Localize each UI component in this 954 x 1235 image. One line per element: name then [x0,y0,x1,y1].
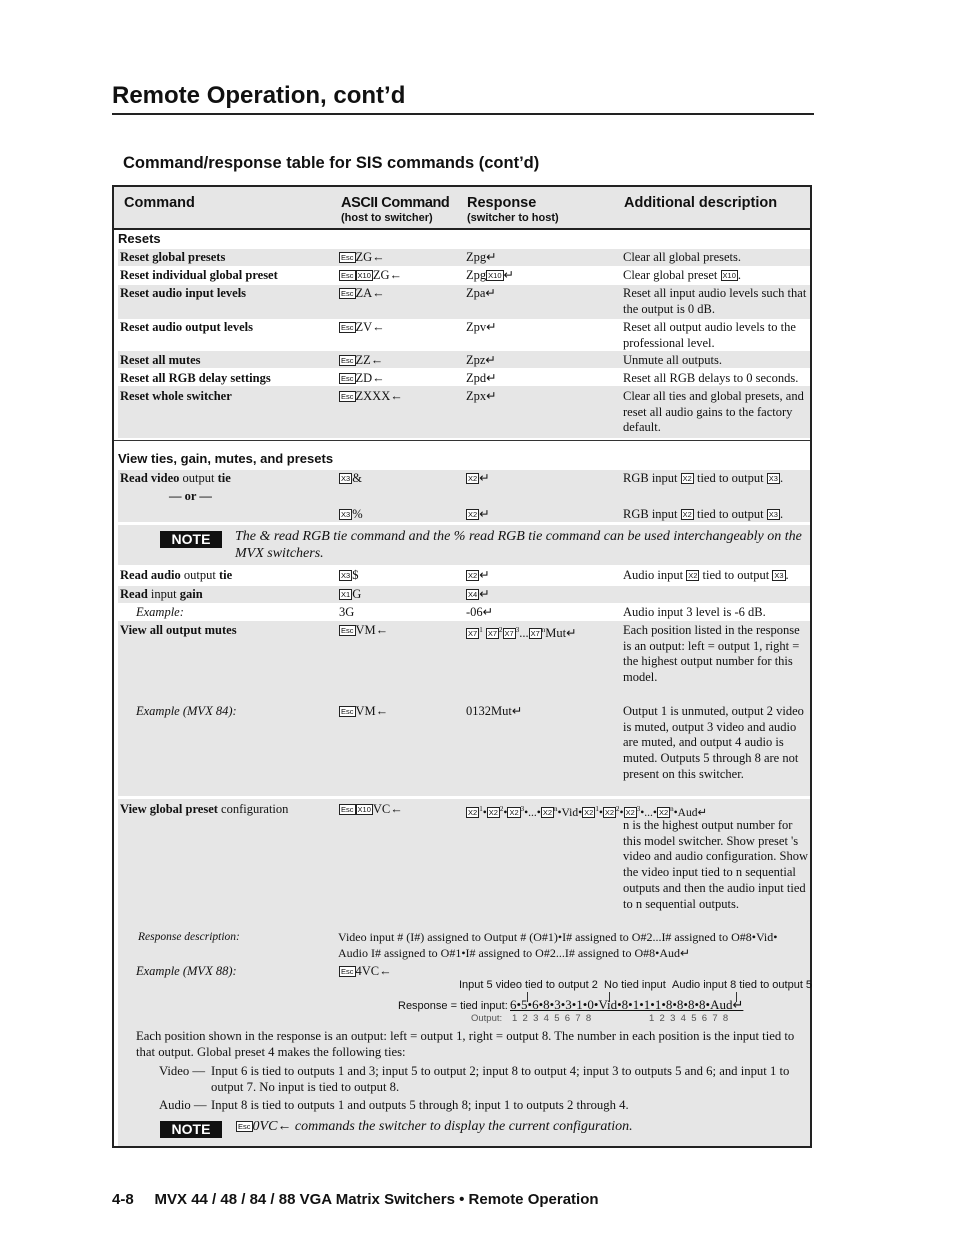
esc-key: Esc [341,374,354,383]
x3-key: X3 [341,474,351,483]
or-label: — or — [169,489,212,503]
esc-key: Esc [341,271,354,280]
explanation-paragraph: Each position shown in the response is an output: left = output 1, right = output 8. The number in each position is the input tied to that output. Global preset 4 makes the following ties: [136,1029,795,1059]
table-header [114,187,810,230]
note-text: The & read RGB tie command and the % read RGB tie command can be used interchangeably on the MVX switchers. [235,529,802,561]
sis-command-table: Command ASCII Command (host to switcher) Response (switcher to host) Additional description Resets Reset global presets Esc ZG← Zpg↵ Clear all global presets. Reset individual global preset Esc X10 ZG← Zpg X10 ↵ Clear global preset X10 . Reset audio input levels Esc ZA← Zpa↵ Reset all input audio levels such that the output is 0 dB. Reset audio output levels Esc ZV← Zpv↵ Reset all output audio levels to the professional level. Reset all mutes Esc ZZ← Zpz↵ Unmute all outputs. Reset all RGB delay settings Esc ZD← Zpd↵ Reset all RGB delays to 0 seconds. Reset whole switcher Esc ZXXX← Zpx↵ Clear all ties and global presets, and reset all audio gains to the factory default. View ties, gain, mutes, and presets Read video output tie — or — X3 & X2 ↵ RGB input X2 tied to output X3 . X3 % X2 ↵ RGB input X2 tied to output X3 . NOTE The & read RGB tie command and the % read RGB tie command can be used interchangeably on the MVX switchers. Read audio output tie X3 $ X2 ↵ Audio input X2 tied to output X3 . Read input gain X1 G X4 ↵ Example: 3G -06↵ Audio input 3 level is -6 dB. View all output mutes Esc VM← X7 $^1$ X7 $^2$ X7 $^3$... X7 $^n$Mut↵ Each position listed in the response is an output: left = output 1, right = the highest output number for this model. Example (MVX 84): Esc VM← 0132Mut↵ Output 1 is unmuted, output 2 video is muted, output 3 video and audio are muted, and output 4 audio is muted. Outputs 5 through 8 are not present on this switcher. View global preset configuration Esc X10 VC← X2 $^1$• X2 $^2$• X2 $^3$•...• X2 $^n$•Vid• X2 $^1$• X2 $^2$• X2 $^3$•...• X2 $^n$•Aud↵ n is the highest output number for this model switcher. Show preset 's video and audio configuration. Show the video input tied to n sequential outputs and then the audio input tied to n sequential outputs. Response description: Video input # (I#) assigned to Output # (O#1)•I# assigned to O#2...I# assigned to O#8•Vid• Audio I# assigned to O#1•I# assigned to O#2...I# assigned to O#8•Aud↵ Example (MVX 88): Esc 4VC← Input 5 video tied to output 2 No tied input Audio input 8 tied to output 5 Response = tied input: 6•5•6•8•3•3•1•0•Vid•8•1•1•1•8•8•8•8•Aud↵ Output: 1 2 3 4 5 6 7 8 1 2 3 4 5 6 7 8 Each position shown in the response is an output: left = output 1, right = output 8. The number in each position is the input tied to that output. Global preset 4 makes the following ties: Video — Input 6 is tied to outputs 1 and 3; input 5 to output 2; input 8 to output 4; input 3 to outputs 5 and 6; and input 1 to output 7. No input is tied to output 8. Audio — Input 8 is tied to outputs 1 and outputs 5 through 8; input 1 to outputs 2 through 4. NOTE Esc 0VC← commands the switcher to display the current configuration. [112,185,812,1148]
esc-key: Esc [238,1122,251,1131]
audio-label: Audio — [159,1098,207,1112]
x3-key: X3 [341,571,351,580]
diagram-response-value: 6•5•6•8•3•3•1•0•Vid•8•1•1•1•8•8•8•8•Aud↵ [510,997,744,1012]
section-title: Command/response table for SIS commands (cont’d) [123,154,540,172]
esc-key: Esc [341,392,354,401]
x10-key: X10 [357,271,371,280]
row-shade [118,586,810,603]
esc-key: Esc [341,805,354,814]
diagram-output-numbers: 1 2 3 4 5 6 7 8 [649,1013,729,1024]
diagram-output-numbers: 1 2 3 4 5 6 7 8 [512,1013,592,1024]
x10-key: X10 [488,271,502,280]
video-label: Video — [159,1064,206,1078]
diagram-label-audio: Audio input 8 tied to output 5 [672,979,813,991]
diagram-output-label: Output: [471,1013,503,1024]
header-description: Additional description [624,195,778,211]
header-ascii: ASCII Command [341,195,450,211]
section-divider [114,440,810,441]
x4-key: X4 [468,590,478,599]
esc-key: Esc [341,323,354,332]
audio-explanation: Input 8 is tied to outputs 1 and outputs 5 through 8; input 1 to outputs 2 through 4. [211,1098,629,1112]
esc-key: Esc [341,707,354,716]
x1-key: X1 [341,590,351,599]
header-response-sub: (switcher to host) [467,212,559,224]
note-badge: NOTE [160,531,222,548]
note-badge: NOTE [160,1121,222,1138]
header-response: Response [467,195,537,211]
x2-key: X2 [468,571,478,580]
video-explanation: Input 6 is tied to outputs 1 and 3; input 5 to output 2; input 8 to output 4; input 3 to outputs 5 and 6; and input 1 to output 7. No input is tied to output 8. [211,1064,790,1094]
x10-key: X10 [722,271,736,280]
esc-key: Esc [341,356,354,365]
esc-key: Esc [341,253,354,262]
esc-key: Esc [341,626,354,635]
diagram-label-notied: No tied input [604,979,666,991]
resets-section-title: Resets [118,231,161,246]
header-command: Command [124,195,195,211]
page-footer: 4-8 MVX 44 / 48 / 84 / 88 VGA Matrix Switchers • Remote Operation [112,1191,599,1208]
x10-key: X10 [357,805,371,814]
x2-key: X2 [468,474,478,483]
header-ascii-sub: (host to switcher) [341,212,433,224]
diagram-label-video: Input 5 video tied to output 2 [459,979,598,991]
view-section-title: View ties, gain, mutes, and presets [118,451,334,466]
page-title: Remote Operation, cont’d [112,82,406,109]
title-rule [112,113,814,115]
x2-key: X2 [468,510,478,519]
x3-key: X3 [341,510,351,519]
note-text: 0VC← commands the switcher to display the current configuration. [252,1119,633,1134]
diagram-response-label: Response = tied input: [398,1000,508,1012]
esc-key: Esc [341,967,354,976]
esc-key: Esc [341,289,354,298]
